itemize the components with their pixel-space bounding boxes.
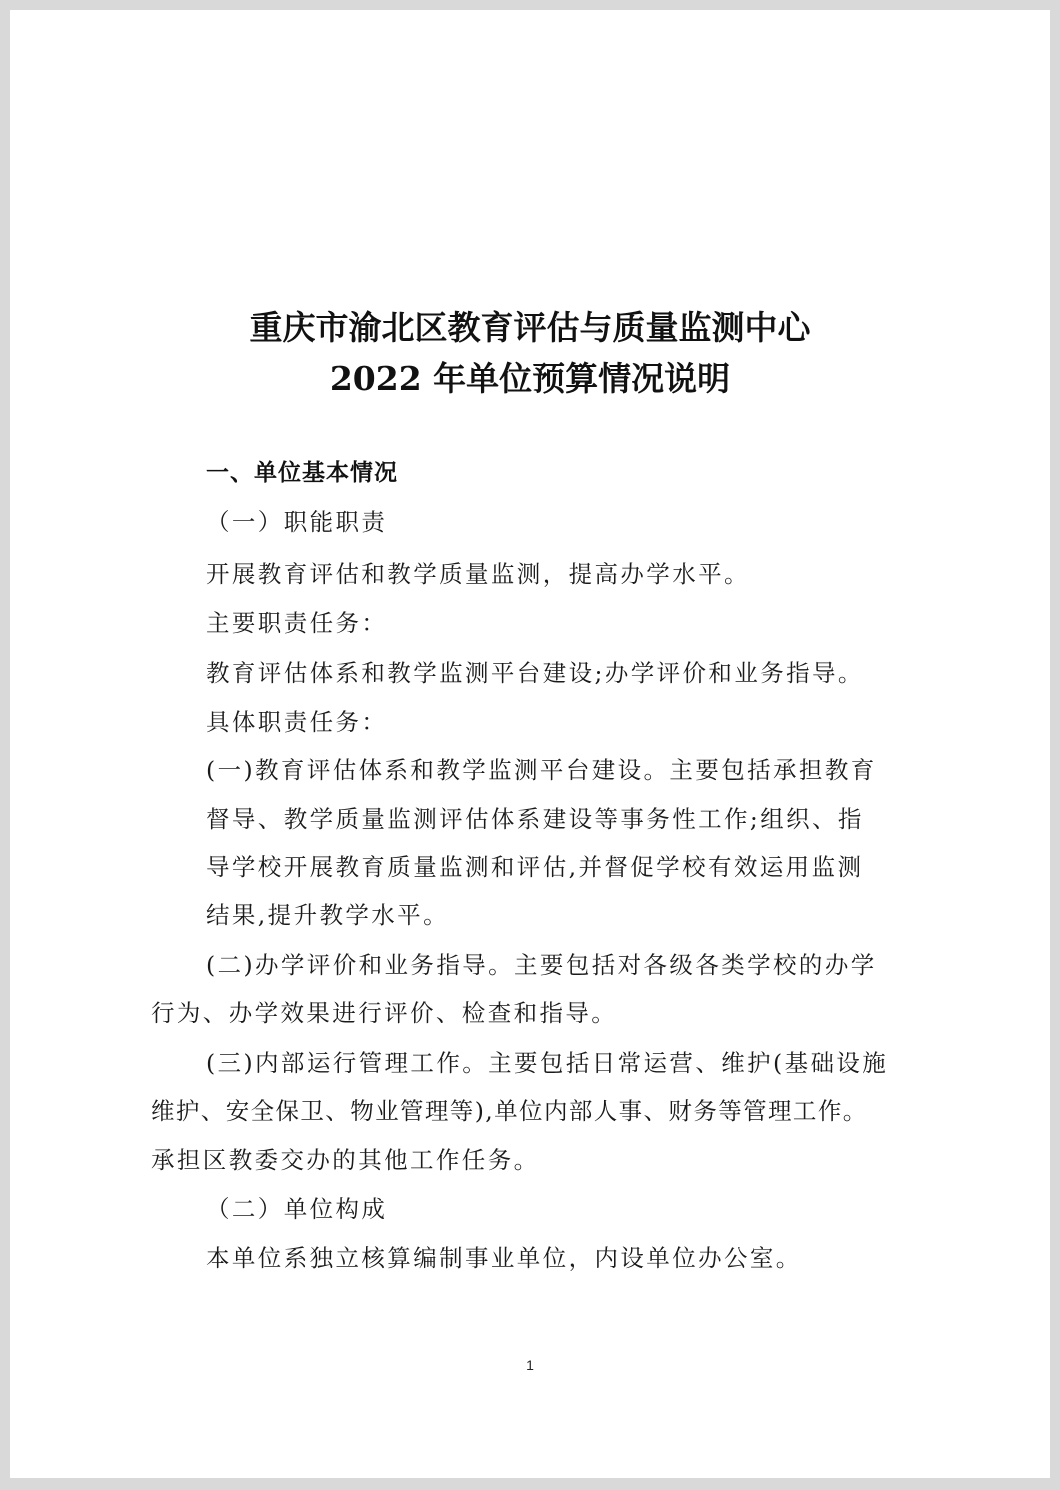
body-line: 具体职责任务： <box>206 708 388 736</box>
body-line: 开展教育评估和教学质量监测，提高办学水平。 <box>206 560 750 588</box>
body-line: 本单位系独立核算编制事业单位，内设单位办公室。 <box>206 1244 802 1272</box>
body-line: 结果,提升教学水平。 <box>206 901 449 929</box>
subsection-heading-duties: （一）职能职责 <box>206 508 388 536</box>
body-line: 承担区教委交办的其他工作任务。 <box>151 1146 540 1174</box>
section-heading-basic-info: 一、单位基本情况 <box>206 460 398 486</box>
body-line: 教育评估体系和教学监测平台建设;办学评价和业务指导。 <box>206 659 864 687</box>
page-number: 1 <box>526 1357 534 1373</box>
body-line: (一)教育评估体系和教学监测平台建设。主要包括承担教育 <box>206 756 877 784</box>
body-line: (二)办学评价和业务指导。主要包括对各级各类学校的办学 <box>206 951 877 979</box>
body-line: 督导、教学质量监测评估体系建设等事务性工作;组织、指 <box>206 805 864 833</box>
document-title-line2: 2022 年单位预算情况说明 <box>329 359 731 398</box>
body-line: 主要职责任务： <box>206 609 388 637</box>
document-title-line1: 重庆市渝北区教育评估与质量监测中心 <box>249 308 811 347</box>
body-line: 导学校开展教育质量监测和评估,并督促学校有效运用监测 <box>206 853 864 881</box>
body-line: 维护、安全保卫、物业管理等),单位内部人事、财务等管理工作。 <box>151 1097 868 1125</box>
body-line: 行为、办学效果进行评价、检查和指导。 <box>151 999 618 1027</box>
subsection-heading-structure: （二）单位构成 <box>206 1195 388 1223</box>
document-page <box>10 10 1050 1478</box>
body-line: (三)内部运行管理工作。主要包括日常运营、维护(基础设施 <box>206 1049 889 1077</box>
